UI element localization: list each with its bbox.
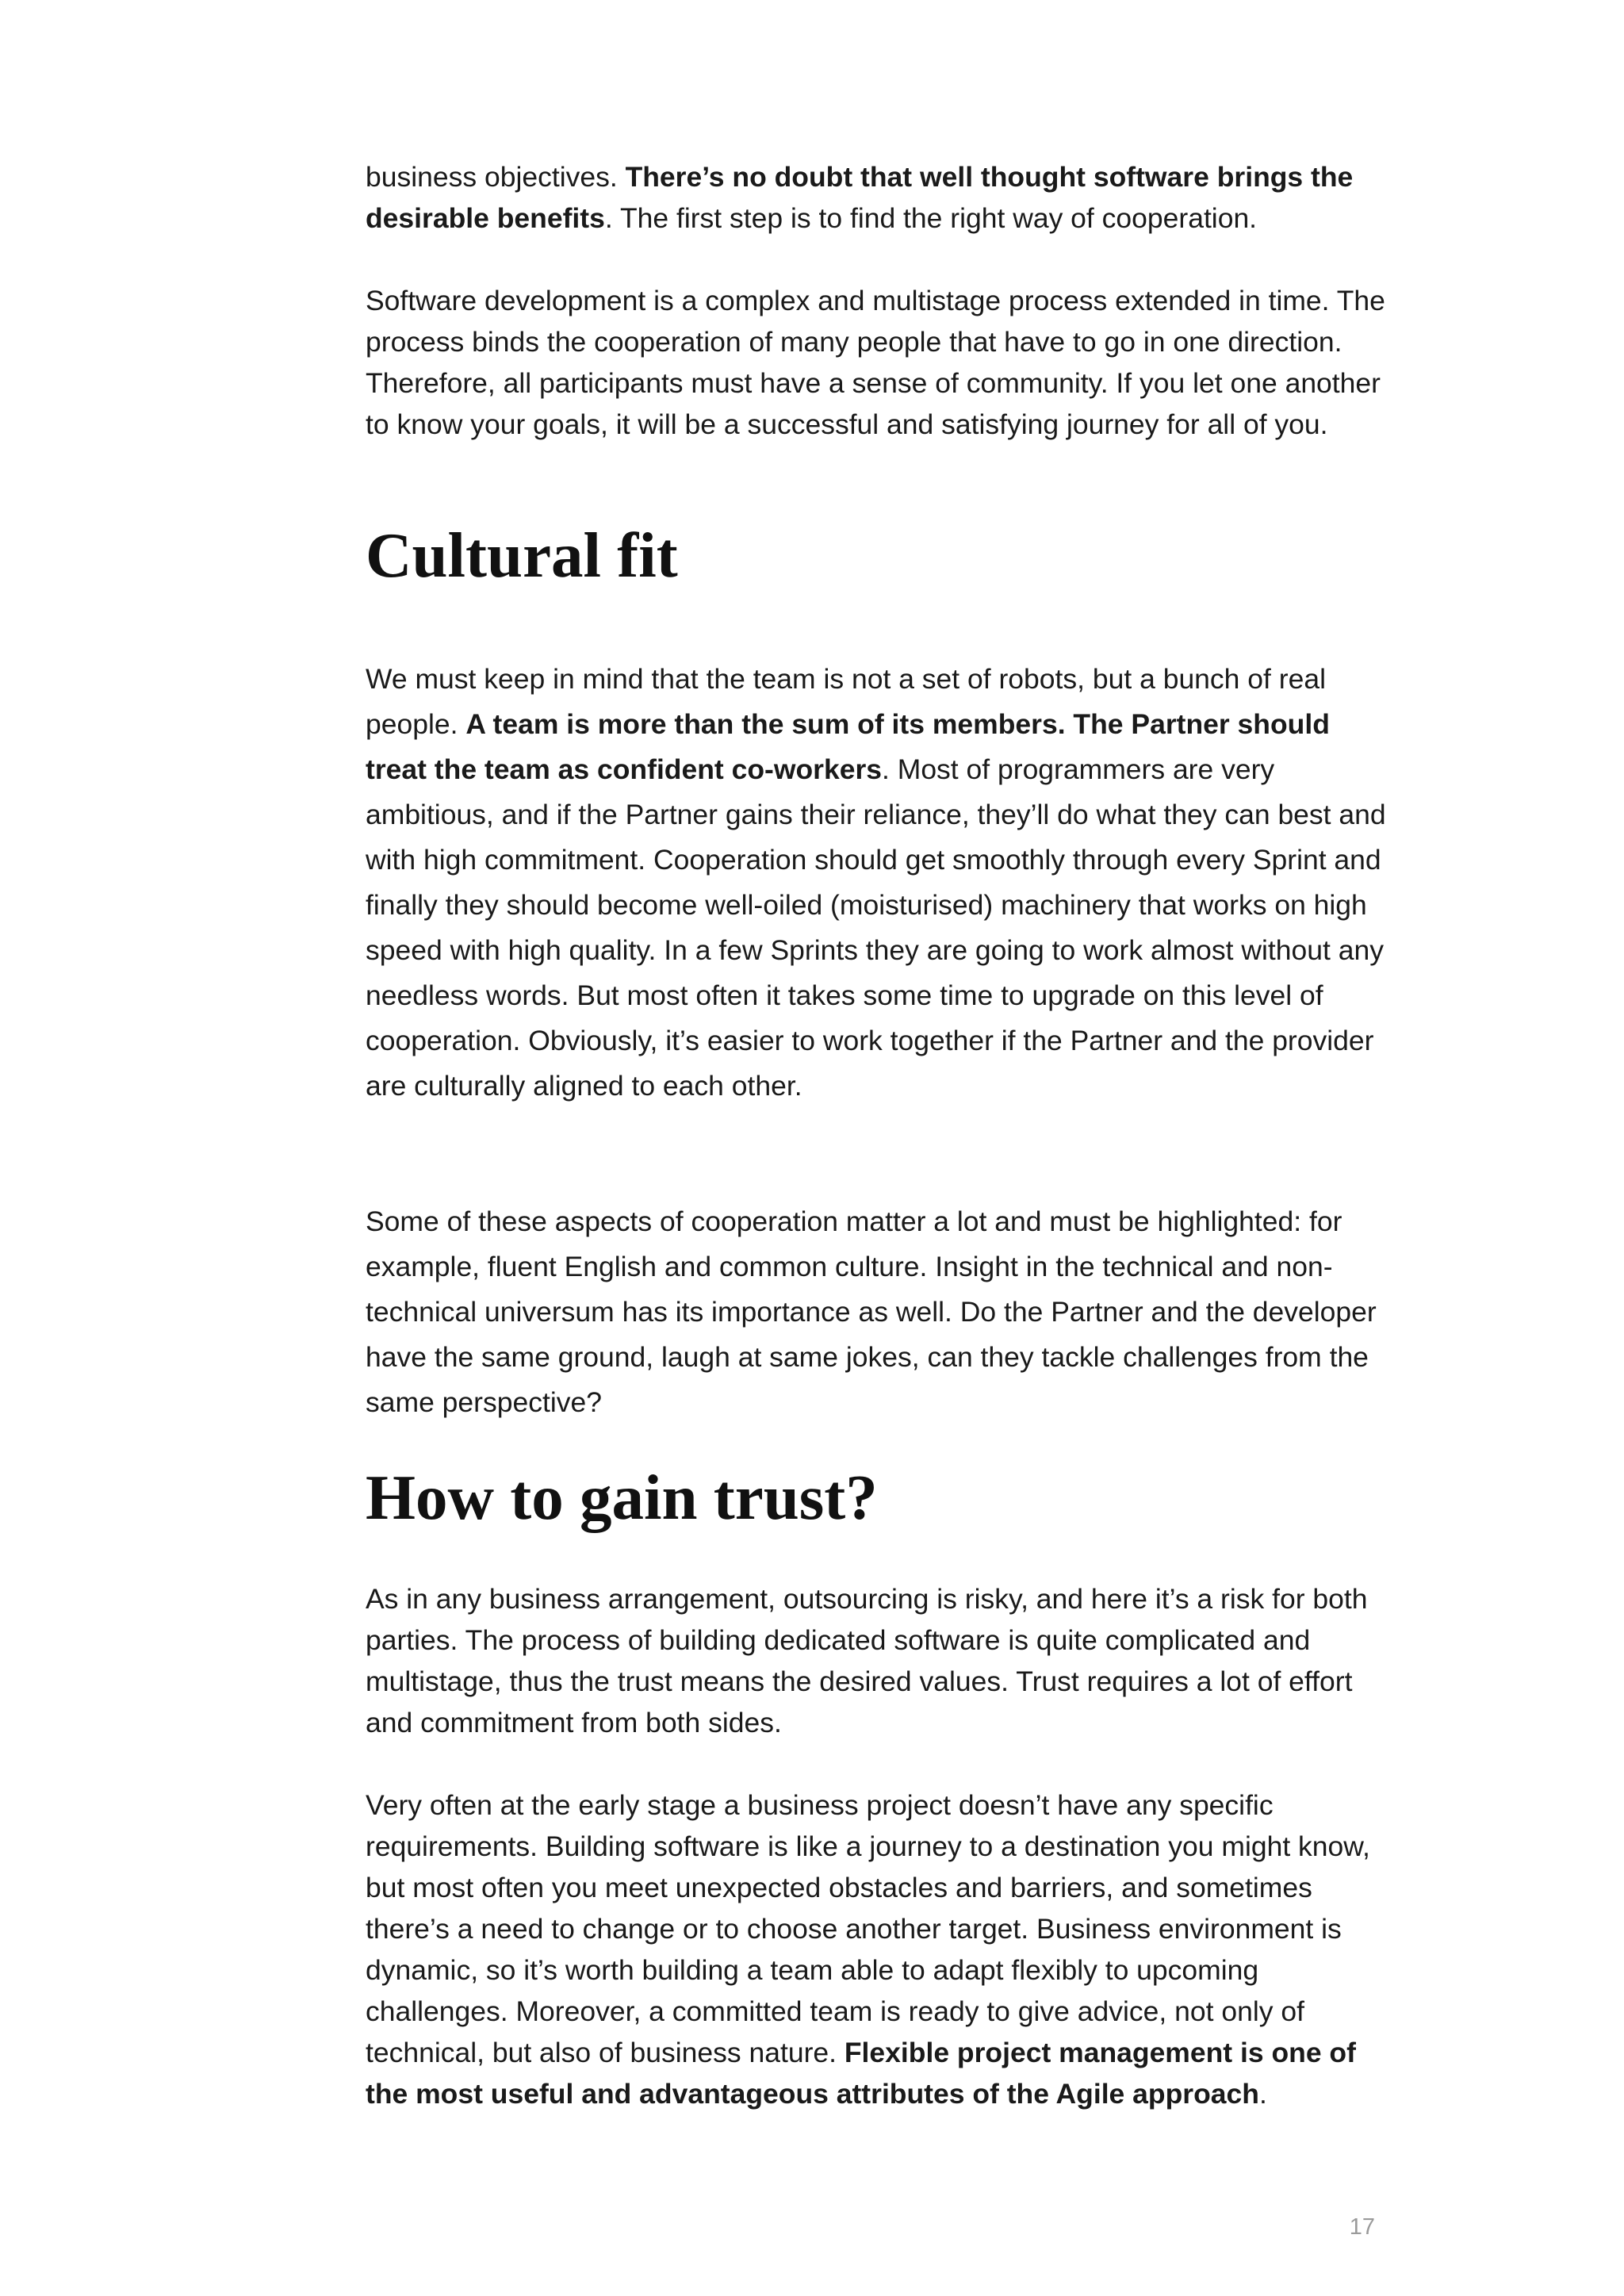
page-number: 17 [1349, 2214, 1375, 2240]
trust-p1-text: As in any business arrangement, outsourcing is risky, and here it’s a risk for both parties. The process of building dedicated software is quite complicated and multistage, thus the trust means the desired values. Trust requires a lot of effort and commitment from both sides. [366, 1583, 1368, 1738]
cultural-fit-p1-text: We must keep in mind that the team is not a set of robots, but a bunch of real people. [366, 663, 1326, 740]
cultural-fit-p1-text-end: . Most of programmers are very ambitious, and if the Partner gains their reliance, they’ll do what they can best and with high commitment. Cooperation should get smoothly through every Sprint and finally they should become well-oiled (moisturised) machinery that works on high speed with high quality. In a few Sprints they are going to work almost without any needless words. But most often it takes some time to upgrade on this level of cooperation. Obviously, it’s easier to work together if the Partner and the provider are culturally aligned to each other. [366, 753, 1386, 1102]
cultural-fit-paragraph-1 [366, 657, 1388, 1109]
trust-paragraph-1 [366, 1578, 1388, 1743]
cultural-fit-p2-text: Some of these aspects of cooperation matter a lot and must be highlighted: for example, fluent English and common culture. Insight in the technical and non-technical universum has its importance as well. Do the Partner and the developer have the same ground, laugh at same jokes, can they tackle challenges from the same perspective? [366, 1205, 1377, 1418]
intro-paragraph-2 [366, 280, 1388, 445]
trust-p2-text: Very often at the early stage a business project doesn’t have any specific requirements. Building software is like a journey to a destination you might know, but most often you meet unexpected obstacles and barriers, and sometimes there’s a need to change or to choose another target. Business environment is dynamic, so it’s worth building a team able to adapt flexibly to upcoming challenges. Moreover, a committed team is ready to give advice, not only of technical, but also of business nature. [366, 1789, 1370, 2068]
trust-paragraph-2 [366, 1784, 1388, 2114]
intro-p1-emphasis: There’s no doubt that well thought software brings the desirable benefits [366, 161, 1354, 234]
section-heading-cultural-fit: Cultural fit [366, 519, 678, 591]
intro-p1-text-end: . The first step is to find the right way of cooperation. [604, 202, 1258, 234]
intro-p1-text: business objectives. [366, 161, 626, 193]
trust-p2-text-end: . [1258, 2078, 1267, 2110]
intro-paragraph-1 [366, 156, 1388, 239]
trust-p2-emphasis: Flexible project management is one of the most useful and advantageous attributes of the Agile approach [366, 2037, 1356, 2110]
cultural-fit-paragraph-2 [366, 1199, 1388, 1425]
cultural-fit-p1-emphasis: A team is more than the sum of its members. The Partner should treat the team as confident co-workers [366, 708, 1330, 785]
section-heading-trust: How to gain trust? [366, 1462, 878, 1533]
intro-p2-text: Software development is a complex and multistage process extended in time. The process binds the cooperation of many people that have to go in one direction. Therefore, all participants must have a sense of community. If you let one another to know your goals, it will be a successful and satisfying journey for all of you. [366, 285, 1385, 440]
